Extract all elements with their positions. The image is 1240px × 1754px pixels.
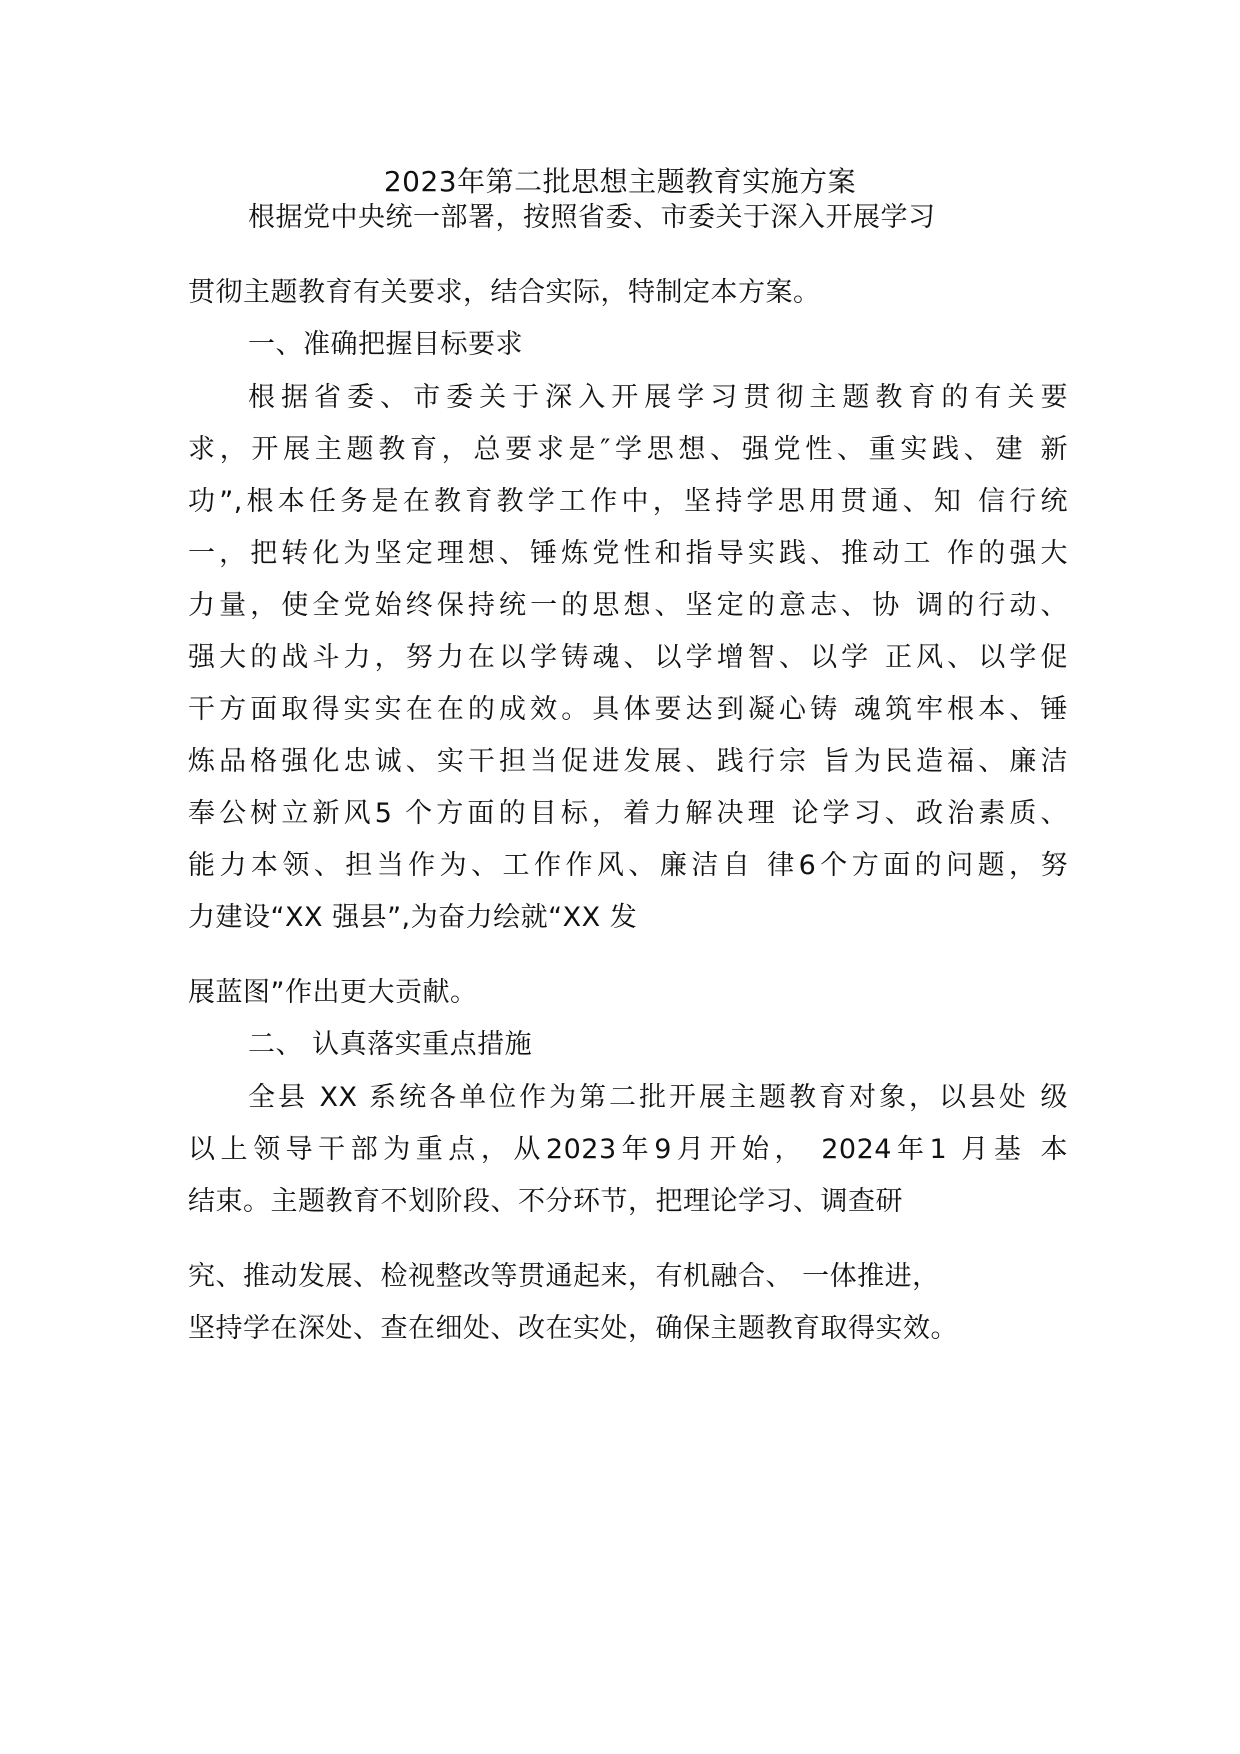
- paragraph-line-7: 一，把转化为坚定理想、锤炼党性和指导实践、推动工 作的强大: [188, 538, 1068, 569]
- paragraph-line-8: 力量，使全党始终保持统一的思想、坚定的意志、协 调的行动、: [188, 590, 1068, 621]
- paragraph-line-9: 强大的战斗力，努力在以学铸魂、以学增智、以学 正风、以学促: [188, 642, 1068, 673]
- paragraph-line-18: 以上领导干部为重点，从2023年9月开始， 2024年1 月基 本: [188, 1134, 1068, 1165]
- paragraph-line-19: 结束。主题教育不划阶段、不分环节，把理论学习、调查研: [188, 1186, 903, 1217]
- paragraph-line-15: 展蓝图”作出更大贡献。: [188, 977, 478, 1008]
- paragraph-line-2: 贯彻主题教育有关要求，结合实际，特制定本方案。: [188, 277, 821, 308]
- paragraph-line-13: 能力本领、担当作为、工作作风、廉洁自 律6个方面的问题，努: [188, 850, 1068, 881]
- paragraph-line-14: 力建设“XX 强县”,为奋力绘就“XX 发: [188, 902, 638, 933]
- document-title: 2023年第二批思想主题教育实施方案: [383, 165, 857, 198]
- paragraph-line-20: 究、推动发展、检视整改等贯通起来，有机融合、 一体推进，: [188, 1261, 940, 1292]
- paragraph-line-6: 功”,根本任务是在教育教学工作中，坚持学思用贯通、知 信行统: [188, 486, 1068, 517]
- paragraph-line-17: 全县 XX 系统各单位作为第二批开展主题教育对象，以县处 级: [248, 1082, 1068, 1113]
- paragraph-line-12: 奉公树立新风5 个方面的目标，着力解决理 论学习、政治素质、: [188, 798, 1068, 829]
- section-heading-2: 二、 认真落实重点措施: [248, 1029, 533, 1060]
- paragraph-line-5: 求，开展主题教育，总要求是″学思想、强党性、重实践、建 新: [188, 434, 1068, 465]
- paragraph-line-11: 炼品格强化忠诚、实干担当促进发展、践行宗 旨为民造福、廉洁: [188, 746, 1068, 777]
- paragraph-line-4: 根据省委、市委关于深入开展学习贯彻主题教育的有关要: [248, 382, 1068, 413]
- section-heading-1: 一、准确把握目标要求: [248, 329, 523, 360]
- paragraph-line-1: 根据党中央统一部署，按照省委、市委关于深入开展学习: [248, 202, 936, 233]
- paragraph-line-10: 干方面取得实实在在的成效。具体要达到凝心铸 魂筑牢根本、锤: [188, 694, 1068, 725]
- paragraph-line-21: 坚持学在深处、查在细处、改在实处，确保主题教育取得实效。: [188, 1313, 958, 1344]
